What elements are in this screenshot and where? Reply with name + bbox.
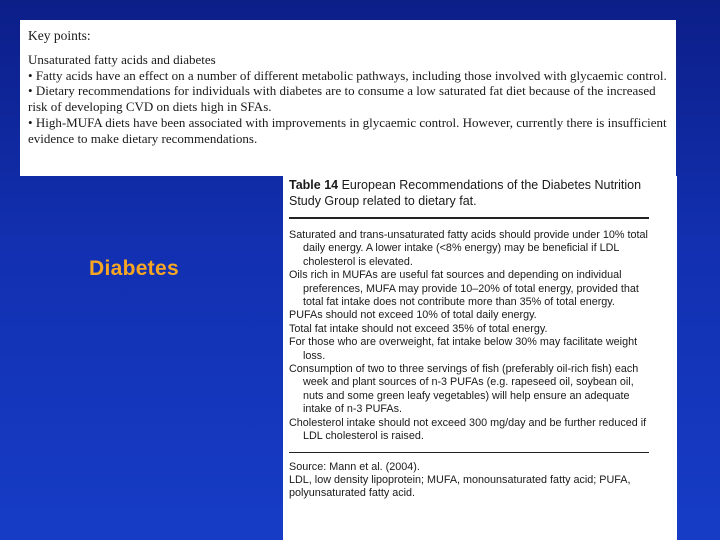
key-point-bullet: • Fatty acids have an effect on a number of different metabolic pathways, including those involved with glycaemic control. [28, 67, 667, 83]
table-row: Consumption of two to three servings of fish (preferably oil-rich fish) each week and plant sources of n-3 PUFAs (e.g. rapeseed oil, soybean oil, nuts and some green leafy vegetables) will help ensure an adequate intake of n-3 PUFAs. [289, 363, 639, 416]
key-point-text: High-MUFA diets have been associated with improvements in glycaemic control. However, currently there is insufficient evidence to make dietary recommendations. [28, 114, 667, 146]
table-caption [289, 176, 674, 209]
key-point-bullet: • High-MUFA diets have been associated with improvements in glycaemic control. However, currently there is insufficient evidence to make dietary recommendations. [28, 114, 667, 146]
table-row: PUFAs should not exceed 10% of total daily energy. [289, 309, 537, 322]
table-abbreviations: LDL, low density lipoprotein; MUFA, monounsaturated fatty acid; PUFA, polyunsaturated fatty acid. [289, 473, 631, 500]
table-caption-text: European Recommendations of the Diabetes Nutrition Study Group related to dietary fat. [289, 178, 642, 208]
key-points-subtitle: Unsaturated fatty acids and diabetes [28, 51, 216, 67]
table-label: Table 14 [289, 178, 339, 192]
slide-title: Diabetes [89, 257, 179, 280]
table-body [289, 229, 649, 444]
table-row: Total fat intake should not exceed 35% of total energy. [289, 322, 548, 335]
table-row: Saturated and trans-unsaturated fatty acids should provide under 10% total daily energy. A lower intake (<8% energy) may be beneficial if LDL cholesterol is elevated. [289, 229, 648, 268]
table-row: Oils rich in MUFAs are useful fat sources and depending on individual preferences, MUFA may provide 10–20% of total energy, provided that total fat intake does not contribute more than 35% of total energy. [289, 269, 639, 309]
table-row: For those who are overweight, fat intake below 30% may facilitate weight loss. [289, 336, 638, 362]
table-source: Source: Mann et al. (2004). [289, 460, 420, 473]
key-points-box [20, 20, 676, 176]
table-top-rule [289, 217, 649, 219]
table-panel [283, 176, 677, 540]
key-points-title: Key points: [28, 28, 91, 43]
table-row: Cholesterol intake should not exceed 300 mg/day and be further reduced if LDL cholesterol is raised. [289, 416, 647, 443]
key-point-text: Fatty acids have an effect on a number of different metabolic pathways, including those involved with glycaemic control. [35, 67, 667, 83]
table-bottom-rule [289, 452, 649, 453]
key-point-bullet: • Dietary recommendations for individuals with diabetes are to consume a low saturated fat diet because of the increased risk of developing CVD on diets high in SFAs. [28, 83, 656, 115]
key-point-text: Dietary recommendations for individuals with diabetes are to consume a low saturated fat diet because of the increased risk of developing CVD on diets high in SFAs. [28, 83, 656, 115]
